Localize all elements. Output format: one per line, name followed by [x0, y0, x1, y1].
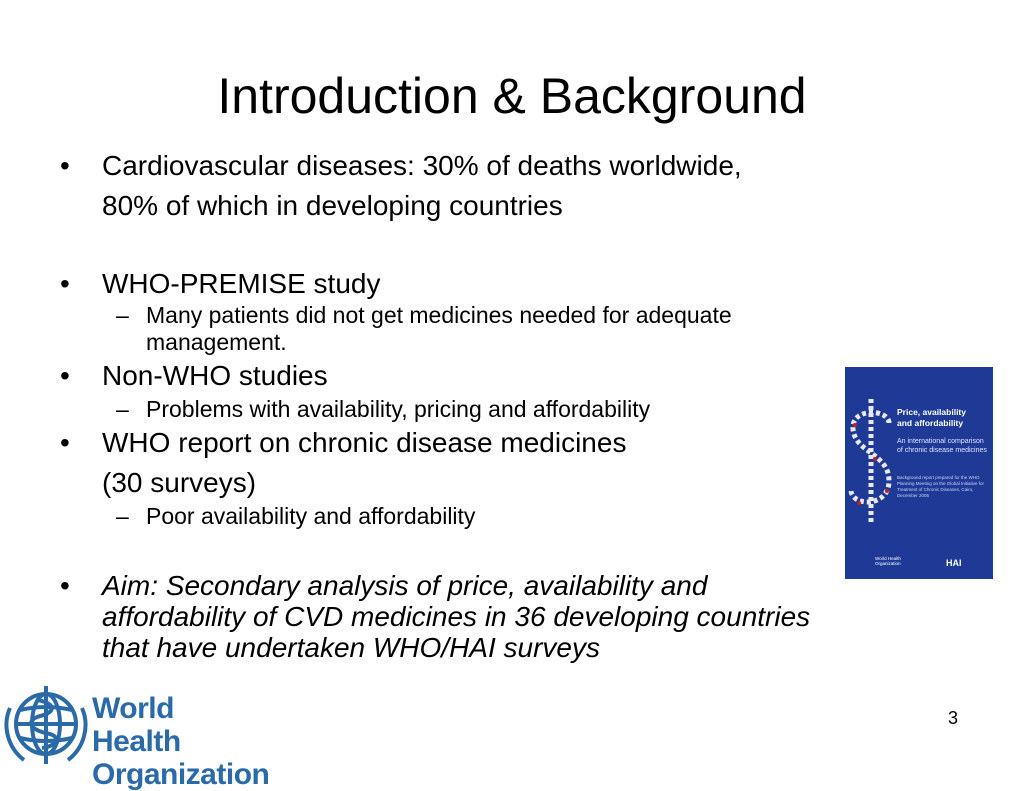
- dollar-sign-pills-icon: [845, 395, 897, 555]
- aim-line-1: Aim: Secondary analysis of price, availability and: [102, 570, 708, 601]
- cover-title-line2: and affordability: [897, 418, 964, 428]
- aim-line-3: that have undertaken WHO/HAI surveys: [102, 632, 600, 663]
- slide-title: Introduction & Background: [217, 68, 807, 124]
- bullet-non-who: [60, 356, 940, 396]
- dash-marker: –: [116, 503, 129, 529]
- bullet-aim: [60, 570, 940, 663]
- cover-title: [897, 407, 989, 429]
- sub-bullet-problems: [60, 396, 940, 423]
- cover-subtitle: An international comparison of chronic disease medicines: [897, 438, 987, 454]
- bullet-text: WHO-PREMISE study: [102, 268, 381, 299]
- bullet-who-premise: [60, 264, 940, 304]
- dash-marker: –: [116, 302, 129, 328]
- logo-line-1: World Health: [92, 692, 181, 758]
- spacer: [60, 530, 940, 570]
- dash-marker: –: [116, 396, 129, 422]
- who-logo-text: [92, 692, 269, 791]
- bullet-marker: •: [60, 268, 70, 299]
- bullet-who-report: [60, 423, 940, 463]
- bullet-marker: •: [60, 360, 70, 391]
- sub-bullet-text-cont: management.: [146, 329, 287, 355]
- cover-who-label: World Health Organization: [875, 556, 901, 566]
- sub-bullet-text: Many patients did not get medicines needed for adequate: [146, 302, 732, 328]
- bullet-cvd: [60, 146, 940, 186]
- cover-hai-label: HAI: [946, 558, 962, 568]
- bullet-continuation: 80% of which in developing countries: [102, 190, 563, 221]
- bullet-continuation: (30 surveys): [102, 467, 257, 498]
- cover-description: Background report prepared for the WHO Planning Meeting on the Global Initiative for Treatment of Chronic Diseases, Cairo, December 2005: [897, 475, 985, 498]
- page-number: 3: [948, 708, 959, 728]
- bullet-text: Cardiovascular diseases: 30% of deaths worldwide,: [102, 150, 742, 181]
- bullet-marker: •: [60, 427, 70, 458]
- report-cover-image: [845, 367, 993, 579]
- sub-bullet-poor-availability: [60, 503, 940, 530]
- sub-bullet-text: Problems with availability, pricing and affordability: [146, 396, 651, 422]
- cover-title-line1: Price, availability: [897, 407, 966, 417]
- bullet-list: [60, 146, 940, 663]
- who-logo: [0, 678, 270, 791]
- who-emblem-icon: [0, 678, 90, 768]
- sub-bullet-text: Poor availability and affordability: [146, 503, 476, 529]
- bullet-marker: •: [60, 570, 70, 601]
- bullet-marker: •: [60, 150, 70, 181]
- aim-line-2: affordability of CVD medicines in 36 developing countries: [102, 601, 811, 632]
- bullet-text: Non-WHO studies: [102, 360, 328, 391]
- sub-bullet-patients: [60, 302, 940, 356]
- logo-line-2: Organization: [92, 758, 270, 791]
- spacer: [60, 226, 940, 264]
- bullet-text: WHO report on chronic disease medicines: [102, 427, 627, 458]
